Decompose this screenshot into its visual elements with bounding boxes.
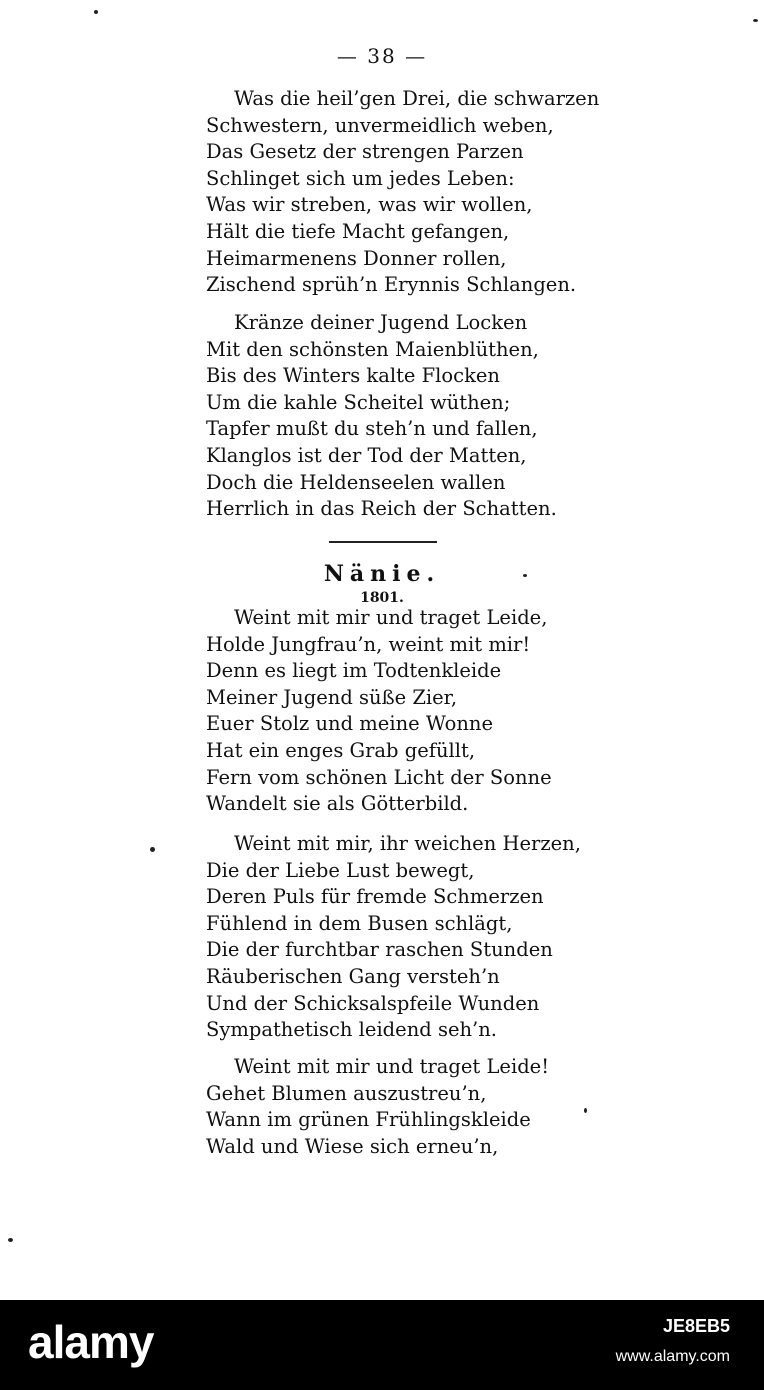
verse-line: Hat ein enges Grab gefüllt,	[206, 738, 476, 762]
verse-line: Doch die Heldenseelen wallen	[206, 470, 506, 494]
watermark-logo: alamy	[28, 1316, 154, 1368]
verse-line: Sympathetisch leidend seh’n.	[206, 1018, 498, 1042]
scan-speck	[94, 10, 98, 14]
scan-speck	[8, 1238, 13, 1242]
scan-speck	[753, 19, 758, 22]
verse-line: Kränze deiner Jugend Locken	[234, 311, 528, 334]
verse-line: Weint mit mir und traget Leide!	[234, 1055, 550, 1078]
verse-line: Gehet Blumen auszustreu’n,	[206, 1081, 487, 1105]
verse-line: Räuberischen Gang versteh’n	[206, 964, 500, 988]
watermark-image-id: JE8EB5	[662, 1316, 730, 1336]
verse-line: Wald und Wiese sich erneu’n,	[206, 1134, 499, 1158]
poem-year: 1801.	[360, 590, 404, 606]
section-divider	[329, 541, 437, 543]
verse-line: Deren Puls für fremde Schmerzen	[206, 885, 544, 909]
watermark-banner	[0, 1300, 764, 1390]
verse-line: Denn es liegt im Todtenkleide	[206, 659, 502, 683]
verse-line: Klanglos ist der Tod der Matten,	[206, 443, 527, 467]
verse-line: Um die kahle Scheitel wüthen;	[206, 390, 511, 414]
verse-line: Zischend sprüh’n Erynnis Schlangen.	[206, 273, 577, 297]
watermark-url: www.alamy.com	[615, 1348, 730, 1365]
verse-line: Weint mit mir, ihr weichen Herzen,	[234, 832, 581, 855]
verse-line: Tapfer mußt du steh’n und fallen,	[206, 417, 538, 441]
verse-line: Herrlich in das Reich der Schatten.	[206, 497, 557, 521]
verse-line: Wann im grünen Frühlingskleide	[206, 1108, 531, 1132]
stanza-3	[206, 605, 552, 818]
stanza-5	[206, 1054, 549, 1160]
verse-line: Fern vom schönen Licht der Sonne	[206, 765, 552, 789]
verse-line: Bis des Winters kalte Flocken	[206, 364, 500, 388]
verse-line: Das Gesetz der strengen Parzen	[206, 140, 524, 164]
verse-line: Wandelt sie als Götterbild.	[206, 792, 469, 816]
page-number: — 38 —	[336, 44, 428, 68]
verse-line: Was wir streben, was wir wollen,	[206, 193, 533, 217]
stanza-4	[206, 831, 581, 1044]
verse-line: Schwestern, unvermeidlich weben,	[206, 113, 554, 137]
verse-line: Heimarmenens Donner rollen,	[206, 246, 507, 270]
verse-line: Die der furchtbar raschen Stunden	[206, 938, 553, 962]
stanza-2	[206, 310, 557, 523]
verse-line: Die der Liebe Lust bewegt,	[206, 858, 475, 882]
stanza-1	[206, 86, 599, 299]
scan-speck	[584, 1108, 587, 1113]
scan-speck	[523, 574, 527, 577]
verse-line: Weint mit mir und traget Leide,	[234, 606, 548, 629]
verse-line: Fühlend in dem Busen schlägt,	[206, 911, 513, 935]
scan-speck	[150, 847, 155, 852]
verse-line: Hält die tiefe Macht gefangen,	[206, 219, 510, 243]
verse-line: Schlinget sich um jedes Leben:	[206, 166, 515, 190]
verse-line: Euer Stolz und meine Wonne	[206, 712, 493, 736]
verse-line: Meiner Jugend süße Zier,	[206, 685, 458, 709]
verse-line: Holde Jungfrau’n, weint mit mir!	[206, 632, 531, 656]
verse-line: Mit den schönsten Maienblüthen,	[206, 337, 539, 361]
verse-line: Was die heil’gen Drei, die schwarzen	[234, 87, 600, 110]
verse-line: Und der Schicksalspfeile Wunden	[206, 991, 540, 1015]
poem-title: Nänie.	[323, 561, 441, 587]
